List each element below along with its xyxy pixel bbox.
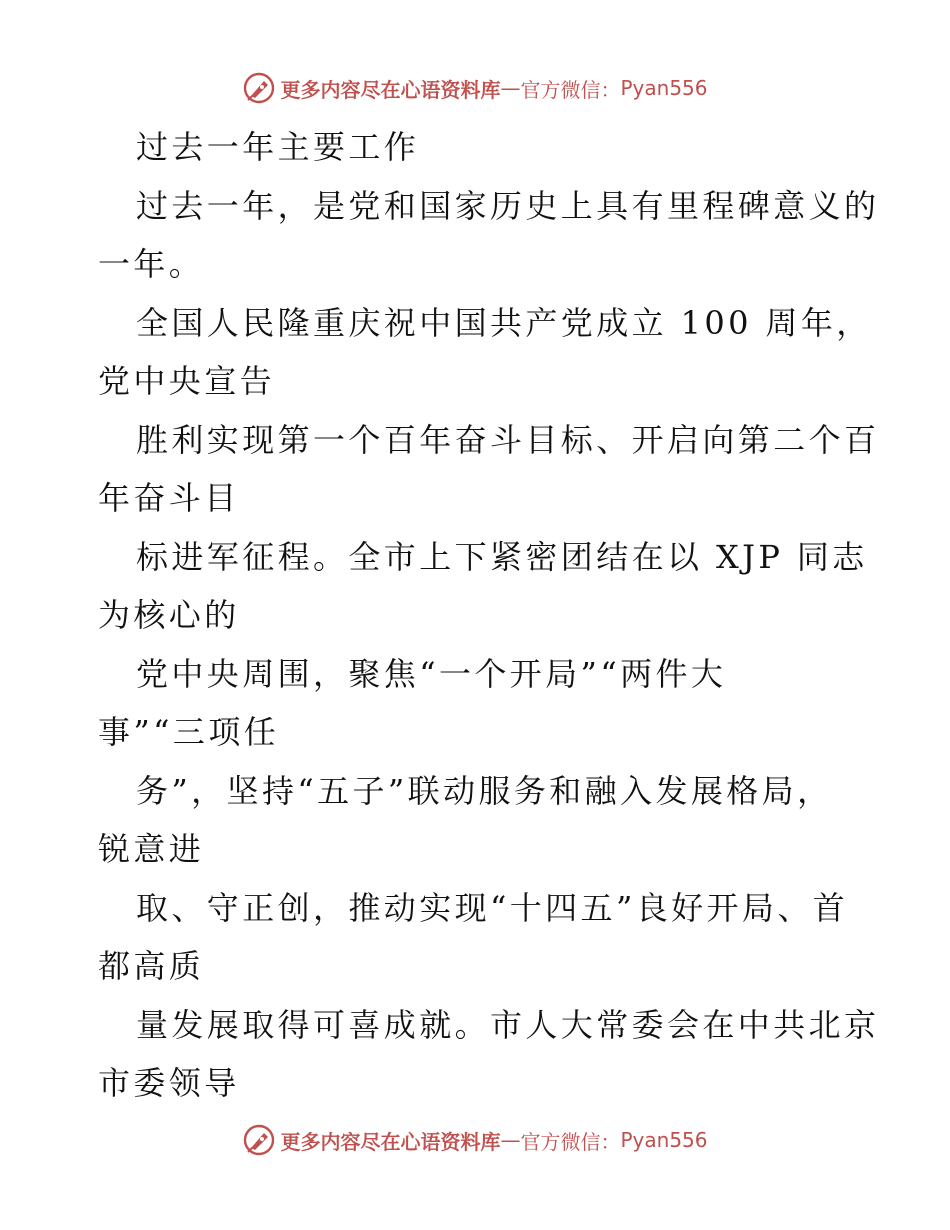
document-body — [98, 118, 880, 1113]
doc-line: 年奋斗目 — [98, 479, 240, 517]
watermark-wechat-id: Pyan556 — [620, 1128, 708, 1152]
doc-line: 一年。 — [98, 245, 205, 283]
doc-line: 党中央周围，聚焦“一个开局”“两件大 — [136, 654, 727, 693]
watermark-separator: — — [500, 76, 521, 100]
doc-line: 过去一年，是党和国家历史上具有里程碑意义的 — [136, 186, 880, 225]
watermark-main-text: 更多内容尽在心语资料库 — [280, 1129, 501, 1154]
pen-nib-logo-icon — [242, 1123, 276, 1157]
doc-line: 党中央宣告 — [98, 362, 276, 400]
watermark-wechat-label: 官方微信： — [520, 1129, 621, 1154]
watermark-main-text: 更多内容尽在心语资料库 — [280, 77, 501, 102]
doc-line: 都高质 — [98, 947, 205, 985]
doc-line: 市委领导 — [98, 1064, 240, 1102]
footer-watermark — [0, 1120, 950, 1160]
doc-line: 全国人民隆重庆祝中国共产党成立 100 周年， — [136, 303, 872, 342]
doc-line: 标进军征程。全市上下紧密团结在以 XJP 同志 — [136, 537, 868, 576]
watermark-wechat-label: 官方微信： — [520, 77, 621, 102]
watermark-wechat-id: Pyan556 — [620, 76, 708, 100]
header-watermark — [0, 68, 950, 108]
doc-line: 过去一年主要工作 — [136, 128, 420, 166]
doc-line: 量发展取得可喜成就。市人大常委会在中共北京 — [136, 1005, 880, 1044]
pen-nib-logo-icon — [242, 71, 276, 105]
doc-line: 胜利实现第一个百年奋斗目标、开启向第二个百 — [136, 420, 880, 459]
doc-line: 锐意进 — [98, 830, 205, 868]
doc-line: 事”“三项任 — [98, 713, 280, 751]
doc-line: 为核心的 — [98, 596, 240, 634]
doc-line: 务”，坚持“五子”联动服务和融入发展格局， — [136, 771, 833, 810]
doc-line: 取、守正创，推动实现“十四五”良好开局、首 — [136, 888, 849, 927]
watermark-separator: — — [500, 1128, 521, 1152]
